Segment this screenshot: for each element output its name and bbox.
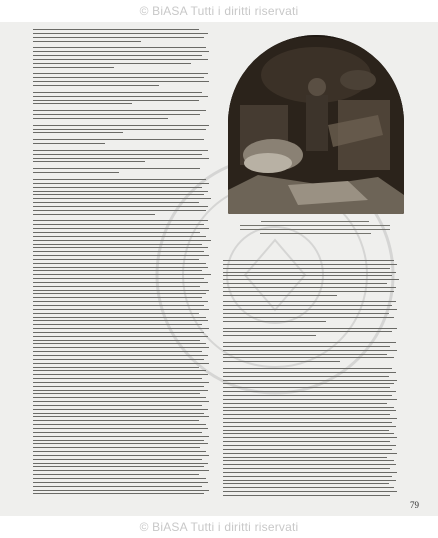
top-watermark-text: © BiASA Tutti i diritti riservati: [139, 4, 299, 18]
page-number: 79: [410, 500, 419, 510]
left-text-column: [33, 29, 213, 497]
bottom-watermark-bar: [0, 516, 438, 538]
scanned-page: [0, 22, 438, 516]
fresco-photograph: [228, 35, 404, 214]
figure-caption: [240, 221, 390, 245]
bottom-watermark-text: © BiASA Tutti i diritti riservati: [139, 520, 299, 534]
right-text-column: [223, 260, 401, 496]
fresco-image: [228, 35, 404, 214]
top-watermark-bar: [0, 0, 438, 22]
